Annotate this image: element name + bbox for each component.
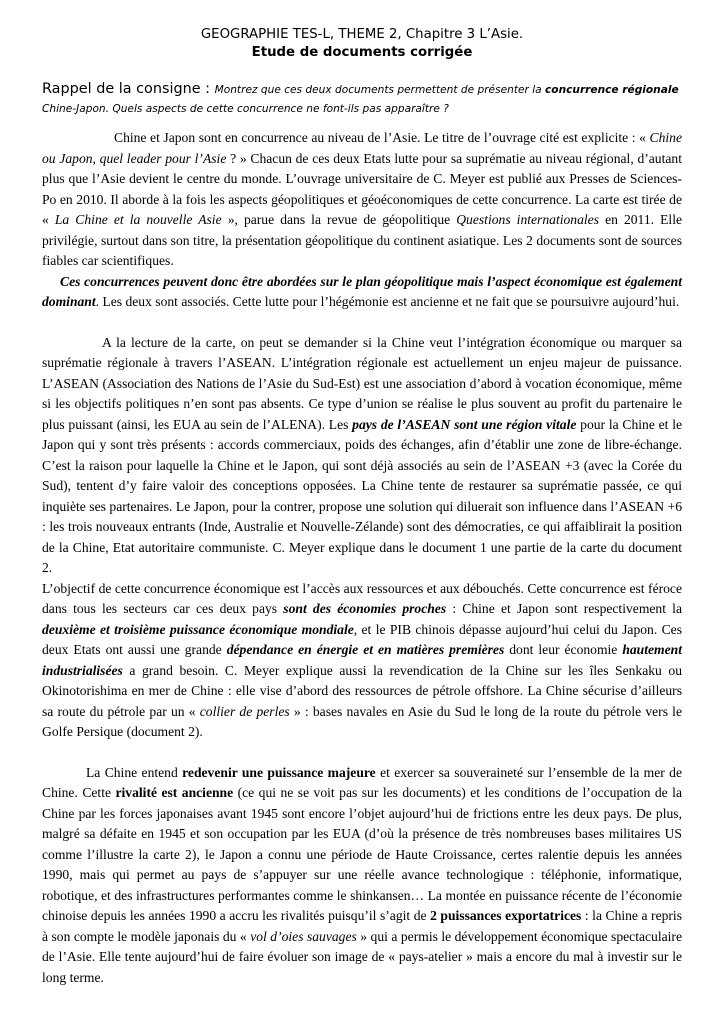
consigne-lead: Rappel de la consigne : (42, 81, 215, 97)
italic-review-title: Questions internationales (456, 212, 599, 227)
paragraph-problematique (42, 272, 682, 313)
text-run: pour la Chine et le Japon qui y sont très présents : accords commerciaux, poids des échanges, afin d’établir une zone de libre-échange. C’est la raison pour laquelle la Chine et le Japon, qui sont déjà associés au sein de l’ASEAN +3 (avec la Corée du Sud), tentent d’y faire valoir des conceptions opposées. La Chine tente de restaurer sa suprématie passée, ce qui inquiète ses partenaires. Le Japon, pour la contrer, propose une solution qui diluerait son influence dans l’ASEAN +6 : les trois nouveaux entrants (Inde, Australie et Nouvelle-Zélande) sont des démocraties, ce qui affaiblirait la position de la Chine, Etat autoritaire communiste. C. Meyer explique dans le document 1 une partie de la carte du document 2. (42, 416, 683, 575)
text-run: (ce qui ne se voit pas sur les documents) et les conditions de l’occupation de la Chine par les forces japonaises avant 1945 sont encore l’objet aujourd’hui de frictions entre les deux pays. De plus, malgré sa défaite en 1945 et son occupation par les EUA (d’où la présence de très nombreuses bases militaires US comme l’illustre la carte 2), le Japon a connu une période de Haute Croissance, certes ralentie depuis les années 1990, mais qui permet au pays de s’appuyer sur une réelle avance technologique : téléphonie, informatique, robotique, et des infrastructures performantes comme le shinkansen… La montée en puissance récente de l’économie chinoise depuis les années 1990 a accru les rivalités puisqu’il s’agit de (42, 785, 682, 923)
text-run: La Chine entend (86, 764, 183, 780)
text-run: A la lecture de la carte, on peut se demander si la Chine veut l’intégration économique ou marquer sa suprématie régionale à travers l’ASEAN. L’intégration régionale est actuellement un enjeu majeur de puissance. L’ASEAN (Association des Nations de l’Asie du Sud-Est) est une association d’abord à vocation économique, même si les objectifs politiques n’en sont pas absents. Ce type d’union se réalise le plus souvent au profit du partenaire le plus puissant (ainsi, les EUA au sein de l’ALENA). Les (42, 334, 682, 432)
text-run: » qui a permis le développement économique spectaculaire de l’Asie. Elle tente aujourd’hui de faire évoluer son image de « pays-atelier » mais a encore du mal à investir sur le long terme. (42, 928, 682, 985)
paragraph-spacer (42, 313, 682, 333)
text-run: a grand besoin. C. Meyer explique aussi la revendication de la Chine sur les îles Senkaku ou Okinotorishima en mer de Chine : elle vise d’abord des ressources de pétrole offshore. La Chine sécurise d’ailleurs sa route du pétrole par un « (42, 662, 682, 719)
paragraph-spacer (42, 743, 682, 763)
bold-italic-emphasis: sont des économies proches (283, 601, 447, 616)
text-run: : Chine et Japon sont respectivement la (446, 601, 682, 616)
bold-emphasis: 2 puissances exportatrices (430, 908, 582, 923)
bold-italic-emphasis: dépendance en énergie et en matières premières (226, 642, 505, 657)
text-run: » : bases navales en Asie du Sud le long de la route du pétrole vers le Golfe Persique (document 2). (42, 703, 682, 739)
document-subtitle: Etude de documents corrigée (251, 45, 473, 60)
paragraph-asean (42, 333, 682, 579)
text-run: en 2011. Elle privilégie, surtout dans son titre, la présentation géopolitique du continent asiatique. Les 2 documents sont de sources fiables car scientifiques. (42, 212, 682, 268)
italic-term: vol d’oies sauvages (250, 928, 357, 944)
bold-italic-emphasis: hautement industrialisées (42, 642, 682, 678)
text-run: : la Chine a repris à son compte le modèle japonais du « (42, 908, 682, 944)
text-run: », parue dans la revue de géopolitique (221, 212, 457, 227)
italic-book-title: Chine ou Japon, quel leader pour l’Asie (42, 130, 682, 166)
consigne-instruction-b: Chine-Japon. Quels aspects de cette concurrence ne font-ils pas apparaître ? (42, 103, 449, 115)
document-title: GEOGRAPHIE TES-L, THEME 2, Chapitre 3 L’Asie. (200, 27, 524, 42)
bold-emphasis: rivalité est ancienne (115, 785, 234, 800)
text-run: ? » Chacun de ces deux Etats lutte pour sa suprématie au niveau régional, d’autant plus que l’Asie devient le centre du monde. L’ouvrage universitaire de C. Meyer est publié aux Presses de Sciences-Po en 2010. Il aborde à la fois les aspects géopolitiques et géoéconomiques de cette concurrence. La carte est tirée de « (42, 150, 682, 227)
paragraph-historical-rivalry (42, 763, 682, 989)
consigne-instruction-a: Montrez que ces deux documents permettent de présenter la (214, 84, 546, 96)
text-run: , et le PIB chinois dépasse aujourd’hui celui du Japon. Ces deux Etats ont aussi une grande (42, 621, 682, 657)
text-run: Chine et Japon sont en concurrence au niveau de l’Asie. Le titre de l’ouvrage cité est explicite : « (114, 130, 650, 145)
italic-map-title: La Chine et la nouvelle Asie (54, 212, 222, 227)
consigne-instruction-bold: concurrence régionale (545, 84, 679, 96)
text-run: et exercer sa souveraineté sur l’ensemble de la mer de Chine. Cette (42, 764, 683, 800)
bold-italic-thesis: Ces concurrences peuvent donc être abordées sur le plan géopolitique mais l’aspect économique est également dominant (42, 273, 682, 309)
bold-emphasis: redevenir une puissance majeure (182, 764, 376, 780)
text-run: dont leur économie (504, 642, 623, 657)
text-run: . Les deux sont associés. Cette lutte pour l’hégémonie est ancienne et ne fait que se poursuivre aujourd’hui. (95, 294, 680, 309)
paragraph-economic-competition (42, 579, 682, 743)
consigne-block (42, 80, 682, 118)
italic-term: collier de perles (199, 703, 290, 719)
bold-italic-emphasis: pays de l’ASEAN sont une région vitale (352, 416, 577, 432)
paragraph-introduction (42, 128, 682, 272)
bold-italic-emphasis: deuxième et troisième puissance économique mondiale (42, 621, 354, 637)
text-run: L’objectif de cette concurrence économique est l’accès aux ressources et aux débouchés. Cette concurrence est féroce dans tous les secteurs car ces deux pays (42, 580, 682, 616)
